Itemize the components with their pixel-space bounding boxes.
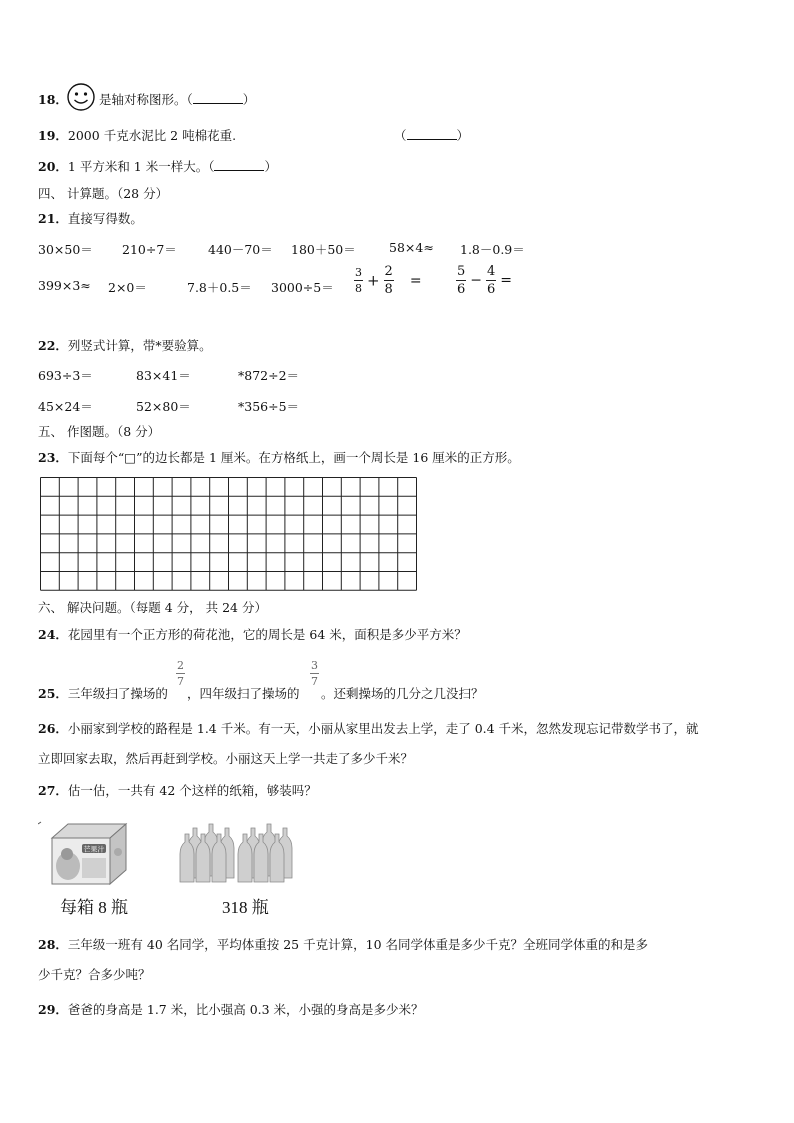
q21-item-7: 399×3≈ — [38, 278, 91, 293]
q21-item-8: 2×0＝ — [108, 280, 147, 295]
caption-per-box: 每箱 8 瓶 — [60, 898, 128, 917]
q19-answer: （ ） — [394, 128, 470, 143]
q29-text: 爸爸的身高是 1.7 米，比小强高 0.3 米，小强的身高是多少米？ — [67, 1002, 424, 1017]
fraction-2-8: $\frac{2}{8}$ — [384, 264, 393, 297]
q25-part2: ，四年级扫了操场的 — [187, 686, 300, 701]
q21-item-5: 58×4≈ — [389, 240, 434, 255]
fraction-5-6: $\frac{5}{6}$ — [457, 264, 466, 297]
q22-item-6: *356÷5＝ — [238, 399, 300, 414]
q18-text-line: 是轴对称图形。（ ） — [99, 92, 256, 107]
q21-heading: 21．直接写得数。 — [38, 211, 143, 226]
juice-box-image — [38, 818, 138, 888]
q25-part3: 。还剩操场的几分之几没扫？ — [321, 686, 484, 701]
smiley-face-icon — [66, 82, 96, 112]
q25: 25．三年级扫了操场的 — [38, 686, 168, 701]
caption-bottle-count: 318 瓶 — [222, 898, 269, 917]
q28-line1: 28．三年级一班有 40 名同学，平均体重按 25 千克计算，10 名同学体重是多少千克？全班同学体重的和是多 — [38, 937, 648, 952]
q22-heading: 22．列竖式计算，带*要验算。 — [38, 338, 212, 353]
q23: 23．下面每个“□”的边长都是 1 厘米。在方格纸上，画一个周长是 16 厘米的正方形。 — [38, 450, 520, 465]
q24: 24．花园里有一个正方形的荷花池，它的周长是 64 米，面积是多少平方米？ — [38, 627, 467, 642]
q22-item-3: *872÷2＝ — [238, 368, 300, 383]
q21-item-10: 3000÷5＝ — [271, 280, 334, 295]
q18-number: 18． — [38, 92, 68, 107]
section-4-title: 四、 计算题。（28 分） — [38, 186, 169, 201]
q25-fraction-2-7: $\frac{2}{7}$ — [177, 659, 184, 688]
q21-item-6: 1.8－0.9＝ — [460, 242, 525, 257]
q21-fraction-expr-1: $\frac{3}{8}$ + $\frac{2}{8}$ = — [355, 264, 422, 297]
section-5-title: 五、 作图题。（8 分） — [38, 424, 161, 439]
q19-answer-blank[interactable] — [407, 128, 457, 140]
q19-text: 2000 千克水泥比 2 吨棉花重. — [67, 128, 237, 143]
q21-item-3: 440－70＝ — [208, 242, 273, 257]
q20-text: 1 平方米和 1 米一样大。（ — [67, 159, 215, 174]
q22-item-5: 52×80＝ — [136, 399, 191, 414]
q29: 29．爸爸的身高是 1.7 米，比小强高 0.3 米，小强的身高是多少米？ — [38, 1002, 424, 1017]
q21-fraction-expr-2: $\frac{5}{6}$ − $\frac{4}{6}$ = — [457, 264, 512, 297]
q20: 20．1 平方米和 1 米一样大。（ ） — [38, 159, 277, 174]
q24-text: 花园里有一个正方形的荷花池，它的周长是 64 米，面积是多少平方米？ — [67, 627, 467, 642]
q28-line2: 少千克？合多少吨？ — [38, 967, 151, 982]
bottles-image — [176, 820, 294, 886]
q19: 19．2000 千克水泥比 2 吨棉花重. — [38, 128, 237, 143]
q27: 27．估一估，一共有 42 个这样的纸箱，够装吗？ — [38, 783, 317, 798]
q22-item-1: 693÷3＝ — [38, 368, 93, 383]
square-grid-paper[interactable] — [40, 477, 420, 592]
q21-item-9: 7.8＋0.5＝ — [187, 280, 252, 295]
section-6-title: 六、 解决问题。（每题 4 分， 共 24 分） — [38, 600, 267, 615]
q21-item-1: 30×50＝ — [38, 242, 93, 257]
q27-text: 估一估，一共有 42 个这样的纸箱，够装吗？ — [67, 783, 317, 798]
q21-item-2: 210÷7＝ — [122, 242, 177, 257]
fraction-4-6: $\frac{4}{6}$ — [486, 264, 496, 297]
q18-answer-blank[interactable] — [193, 92, 243, 104]
q22-item-4: 45×24＝ — [38, 399, 93, 414]
fraction-3-8: $\frac{3}{8}$ — [355, 266, 362, 295]
q18 — [38, 90, 68, 108]
q26-line1: 26．小丽家到学校的路程是 1.4 千米。有一天，小丽从家里出发去上学，走了 0.4 千米，忽然发现忘记带数学书了，就 — [38, 721, 699, 736]
q22-item-2: 83×41＝ — [136, 368, 191, 383]
q23-text: 下面每个“□”的边长都是 1 厘米。在方格纸上，画一个周长是 16 厘米的正方形。 — [67, 450, 520, 465]
q20-answer-blank[interactable] — [214, 159, 264, 171]
q18-text: 是轴对称图形。（ — [99, 92, 193, 107]
q21-item-4: 180＋50＝ — [291, 242, 356, 257]
svg-text:芒果汁: 芒果汁 — [83, 845, 105, 854]
q26-line2: 立即回家去取，然后再赶到学校。小丽这天上学一共走了多少千米？ — [38, 751, 414, 766]
q25-fraction-3-7: $\frac{3}{7}$ — [311, 659, 318, 688]
